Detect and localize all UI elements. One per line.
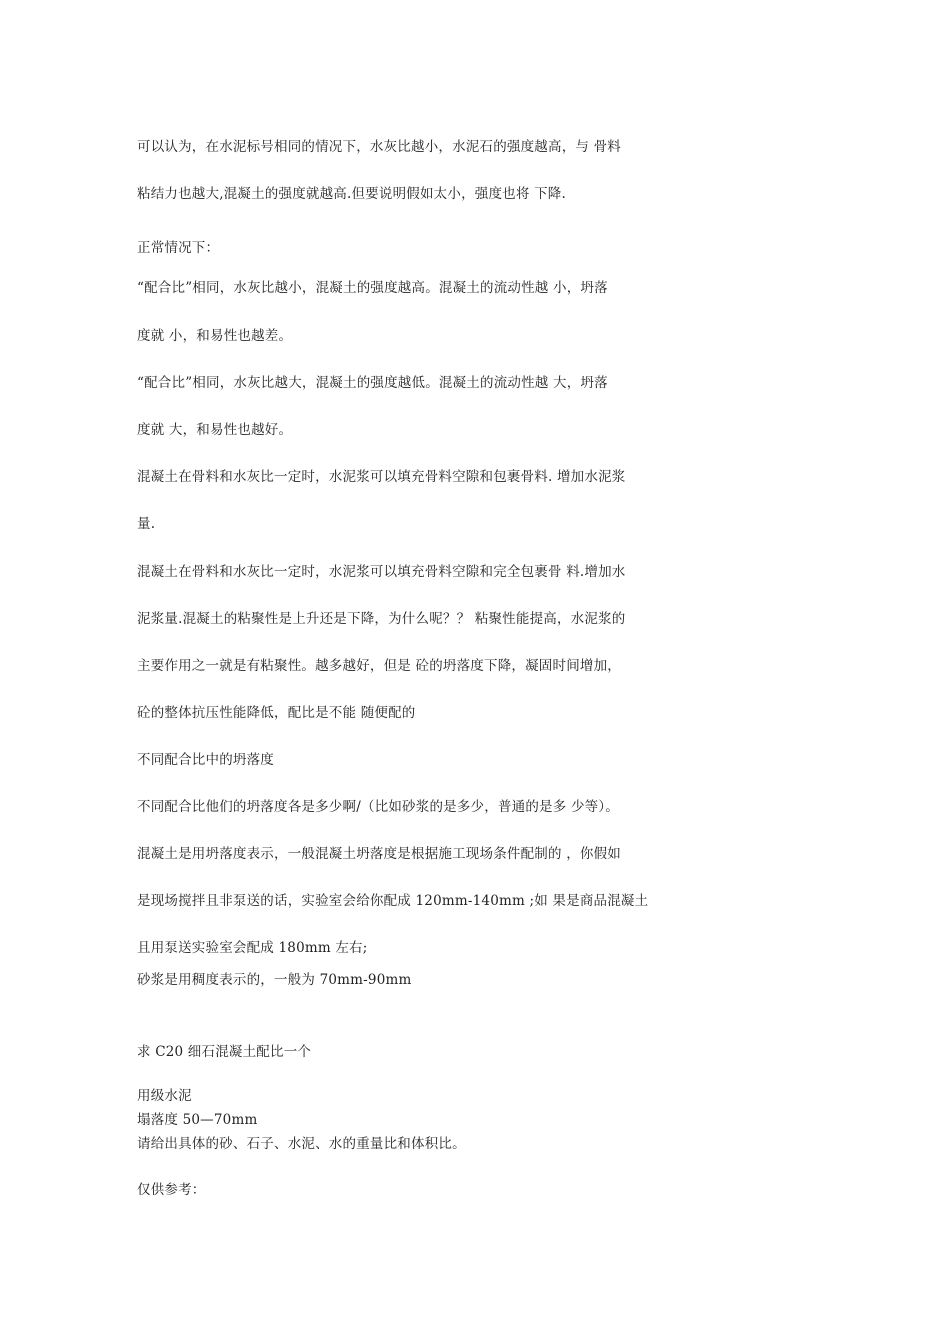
paragraph-line: 塌落度 50—70mm [137, 1112, 258, 1128]
paragraph-line: 是现场搅拌且非泵送的话，实验室会给你配成 120mm-140mm ;如 果是商品混凝土 [137, 893, 649, 909]
paragraph-line: 混凝土在骨料和水灰比一定时，水泥浆可以填充骨料空隙和完全包裹骨 料.增加水 [137, 564, 626, 580]
paragraph-line: 泥浆量.混凝土的粘聚性是上升还是下降，为什么呢？？ 粘聚性能提高，水泥浆的 [137, 611, 626, 627]
paragraph-line: 主要作用之一就是有粘聚性。越多越好，但是 砼的坍落度下降，凝固时间增加， [137, 658, 621, 674]
paragraph-line: 混凝土是用坍落度表示，一般混凝土坍落度是根据施工现场条件配制的 ，你假如 [137, 846, 621, 862]
paragraph-line: 砼的整体抗压性能降低，配比是不能 随便配的 [137, 705, 416, 721]
paragraph-line: “配合比”相同，水灰比越小，混凝土的强度越高。混凝土的流动性越 小，坍落 [137, 280, 608, 296]
paragraph-line: 砂浆是用稠度表示的，一般为 70mm-90mm [137, 972, 412, 988]
paragraph-line: 用级水泥 [137, 1088, 192, 1104]
paragraph-line: 仅供参考： [137, 1182, 206, 1198]
section-heading: 求 C20 细石混凝土配比一个 [137, 1044, 312, 1060]
paragraph-line: 可以认为，在水泥标号相同的情况下，水灰比越小，水泥石的强度越高，与 骨料 [137, 139, 621, 155]
paragraph-line: 度就 小，和易性也越差。 [137, 328, 293, 344]
paragraph-line: “配合比”相同，水灰比越大，混凝土的强度越低。混凝土的流动性越 大，坍落 [137, 375, 608, 391]
paragraph-line: 度就 大，和易性也越好。 [137, 422, 293, 438]
paragraph-line: 量. [137, 516, 156, 532]
paragraph-line: 正常情况下： [137, 240, 220, 256]
paragraph-line: 且用泵送实验室会配成 180mm 左右; [137, 940, 368, 956]
paragraph-line: 不同配合比他们的坍落度各是多少啊/（比如砂浆的是多少，普通的是多 少等）。 [137, 799, 619, 815]
paragraph-line: 粘结力也越大,混凝土的强度就越高.但要说明假如太小，强度也将 下降. [137, 186, 566, 202]
section-heading: 不同配合比中的坍落度 [137, 752, 274, 768]
paragraph-line: 混凝土在骨料和水灰比一定时，水泥浆可以填充骨料空隙和包裹骨料. 增加水泥浆 [137, 469, 626, 485]
paragraph-line: 请给出具体的砂、石子、水泥、水的重量比和体积比。 [137, 1136, 466, 1152]
